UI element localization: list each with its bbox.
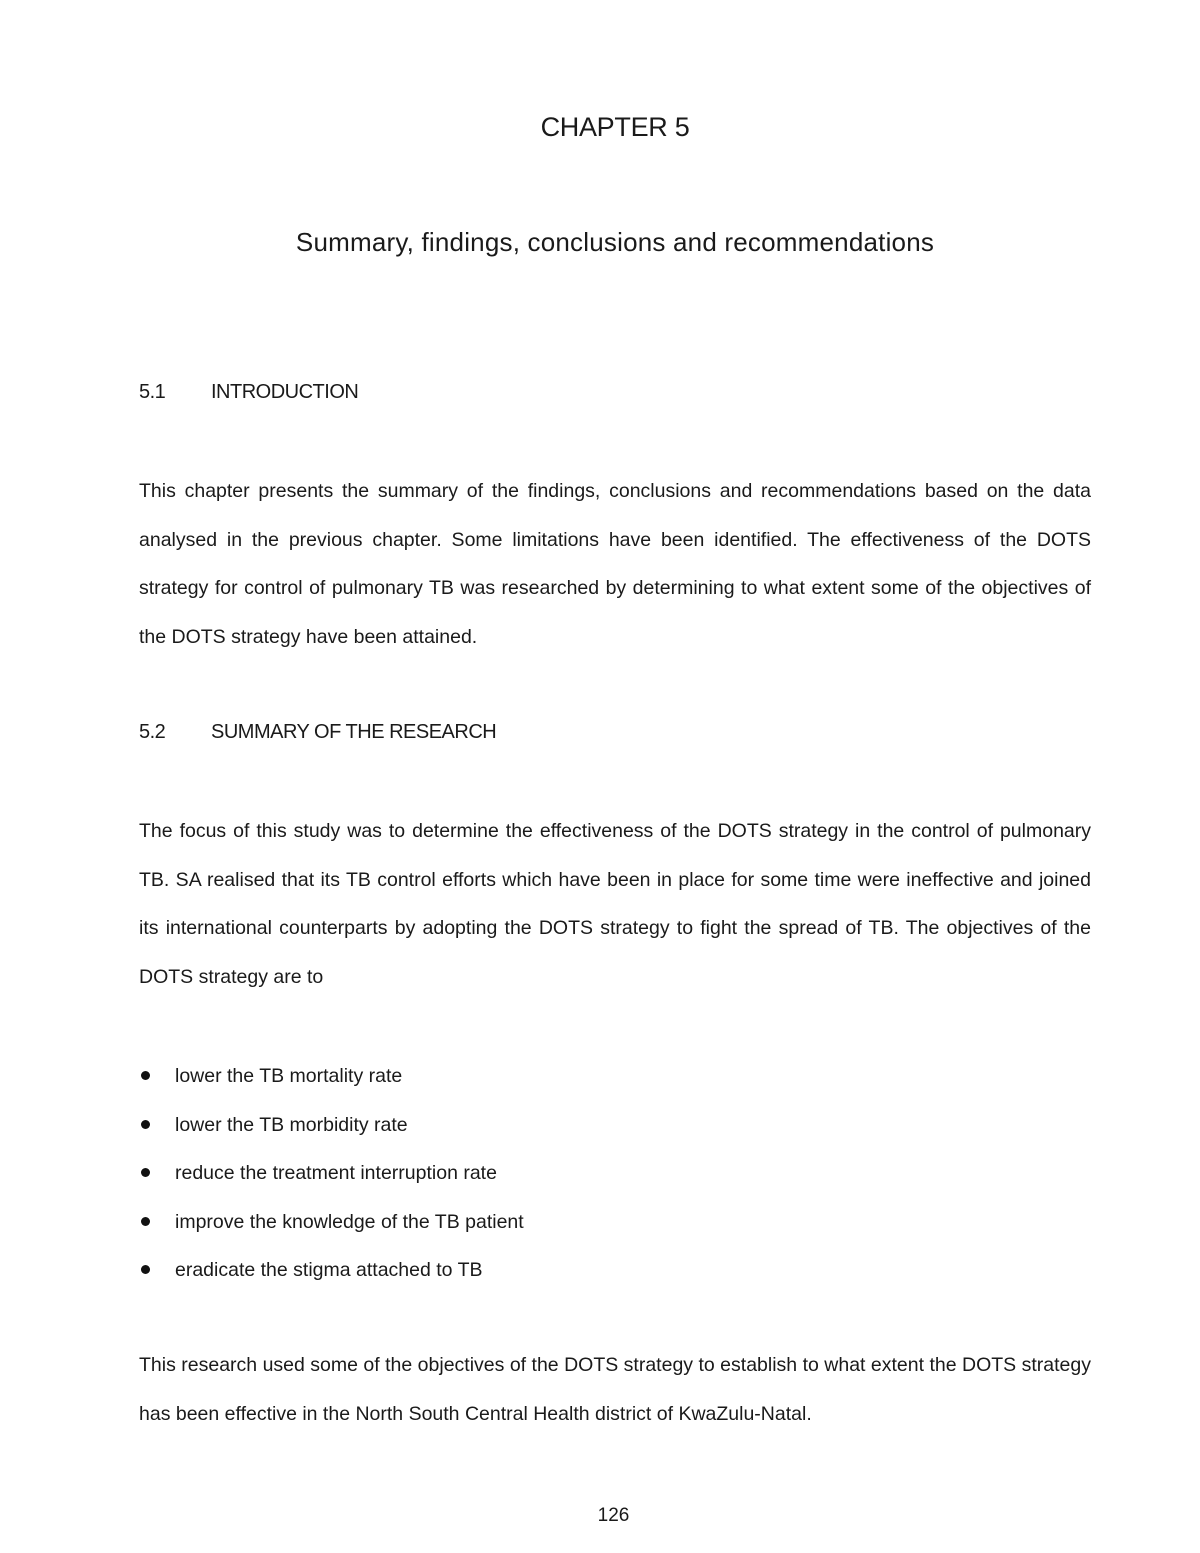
section-heading-introduction xyxy=(139,381,358,404)
list-item xyxy=(139,1052,524,1101)
bullet-icon xyxy=(141,1265,150,1274)
list-item xyxy=(139,1101,524,1150)
bullet-icon xyxy=(141,1168,150,1177)
list-item xyxy=(139,1198,524,1247)
bullet-icon xyxy=(141,1217,150,1226)
list-item-text: lower the TB mortality rate xyxy=(175,1065,403,1087)
section-number: 5.1 xyxy=(139,381,166,403)
page-number: 126 xyxy=(597,1505,630,1526)
section-heading-summary xyxy=(139,721,496,744)
list-item-text: eradicate the stigma attached to TB xyxy=(175,1259,483,1281)
closing-paragraph: This research used some of the objectives of the DOTS strategy to establish to what extent the DOTS strategy has been effective in the North South Central Health district of KwaZulu-Natal. xyxy=(139,1354,1091,1425)
summary-paragraph: The focus of this study was to determine the effectiveness of the DOTS strategy in the control of pulmonary TB. SA realised that its TB control efforts which have been in place for some time were ineffective and joined its international counterparts by adopting the DOTS strategy to fight the spread of TB. The objectives of the DOTS strategy are to xyxy=(139,820,1091,988)
list-item xyxy=(139,1246,524,1295)
section-title: INTRODUCTION xyxy=(211,381,359,403)
list-item-text: improve the knowledge of the TB patient xyxy=(175,1210,524,1233)
chapter-label: CHAPTER 5 xyxy=(540,112,690,142)
chapter-title: Summary, findings, conclusions and recommendations xyxy=(295,227,935,257)
list-item-text: reduce the treatment interruption rate xyxy=(175,1162,497,1184)
objectives-list xyxy=(139,1052,524,1295)
bullet-icon xyxy=(141,1071,150,1080)
list-item xyxy=(139,1149,524,1198)
list-item-text: lower the TB morbidity rate xyxy=(175,1113,408,1136)
introduction-paragraph: This chapter presents the summary of the findings, conclusions and recommendations based on the data analysed in the previous chapter. Some limitations have been identified. The effectiveness of the DOTS strategy for control of pulmonary TB was researched by determining to what extent some of the objectives of the DOTS strategy have been attained. xyxy=(139,480,1091,648)
bullet-icon xyxy=(141,1120,150,1129)
section-title: SUMMARY OF THE RESEARCH xyxy=(211,721,497,743)
section-number: 5.2 xyxy=(139,721,166,743)
